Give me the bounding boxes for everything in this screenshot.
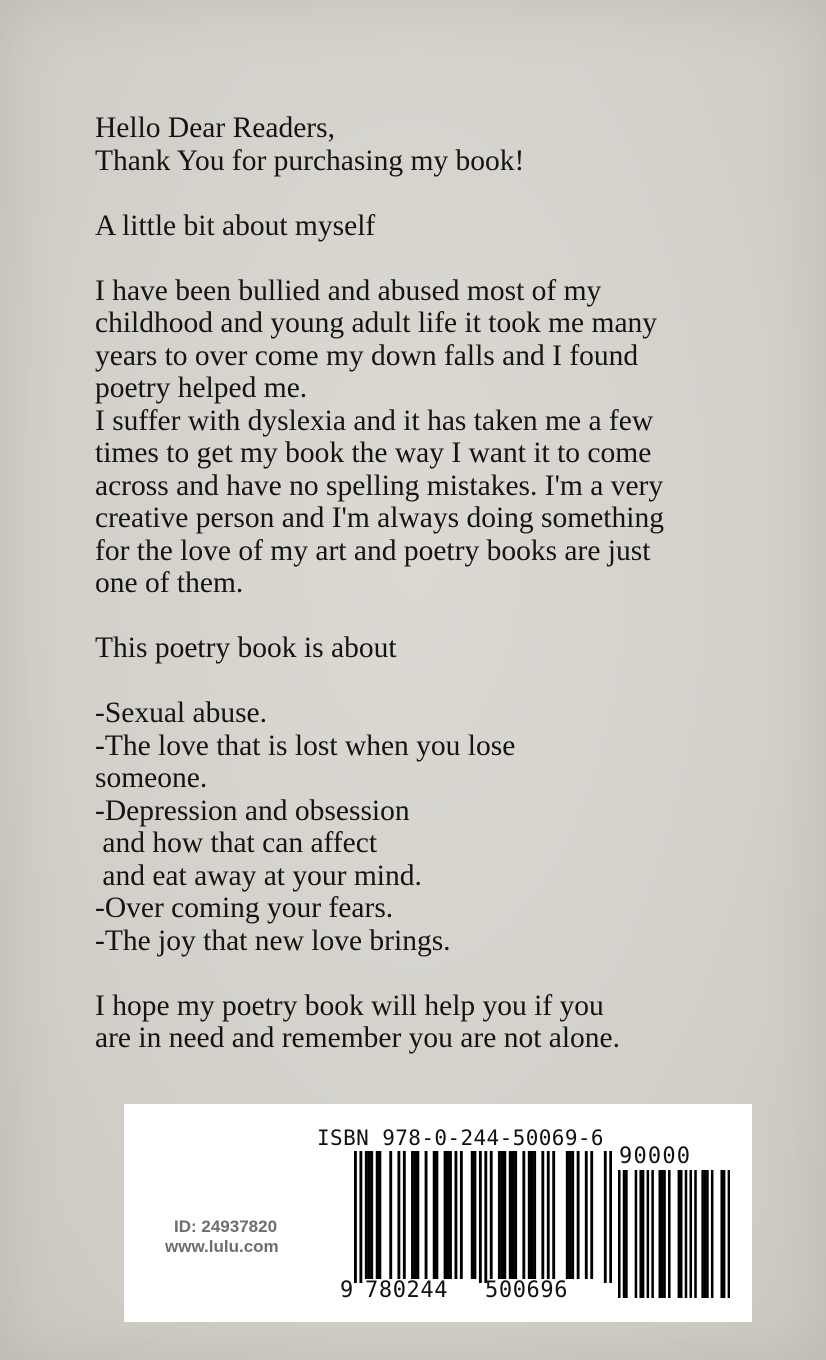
ean-left-digits: 780244 — [365, 1278, 449, 1303]
bio-line: poetry helped me. — [95, 372, 308, 404]
lulu-url-text: www.lulu.com — [165, 1237, 279, 1256]
barcode-bar — [416, 1151, 419, 1279]
addon-barcode-bar — [623, 1170, 626, 1298]
topic-line: -Over coming your fears. — [95, 892, 394, 924]
barcode-bar — [376, 1151, 379, 1279]
topic-line: -Sexual abuse. — [95, 697, 268, 729]
barcode-bar — [585, 1151, 588, 1279]
thanks-line: Thank You for purchasing my book! — [95, 144, 525, 177]
addon-barcode-bar — [618, 1170, 621, 1298]
addon-barcode-bar — [659, 1170, 662, 1298]
barcode-guard-bar — [354, 1151, 357, 1283]
addon-barcode-bar — [635, 1170, 638, 1298]
barcode-bar — [444, 1151, 447, 1279]
addon-barcode-bar — [678, 1170, 681, 1298]
barcode-bar — [411, 1151, 414, 1279]
ean-right-digits: 500696 — [485, 1278, 569, 1303]
addon-barcode-bar — [647, 1170, 650, 1298]
barcode-bar — [522, 1151, 525, 1279]
bio-line: for the love of my art and poetry books are just — [95, 534, 651, 567]
topic-line: -Depression and obsession — [95, 794, 410, 827]
addon-barcode-bar — [639, 1170, 642, 1298]
barcode-bar — [446, 1151, 449, 1279]
barcode-bar — [531, 1151, 534, 1279]
addon-barcode-icon — [618, 1170, 730, 1298]
barcode-bar — [503, 1151, 506, 1279]
back-cover-text — [95, 112, 755, 1055]
barcode-bar — [397, 1151, 400, 1279]
barcode-bar — [541, 1151, 544, 1279]
barcode-bar — [590, 1151, 593, 1279]
barcode-bar — [566, 1151, 569, 1279]
bio-line: I have been bullied and abused most of my — [95, 274, 602, 307]
barcode-bar — [473, 1151, 476, 1279]
addon-barcode-bar — [625, 1170, 628, 1298]
ean-first-digit: 9 — [340, 1278, 354, 1303]
barcode-bar — [501, 1151, 504, 1279]
barcode-bar — [514, 1151, 517, 1279]
addon-barcode-bar — [680, 1170, 683, 1298]
barcode-bar — [460, 1151, 463, 1279]
barcode-bar — [454, 1151, 457, 1279]
barcode-bar — [569, 1151, 572, 1279]
barcode-guard-bar — [604, 1151, 607, 1283]
barcode-bar — [368, 1151, 371, 1279]
barcode-bar — [389, 1151, 392, 1279]
about-heading: A little bit about myself — [95, 209, 376, 242]
barcode-bar — [528, 1151, 531, 1279]
topic-line: and eat away at your mind. — [95, 859, 422, 892]
closing-line: I hope my poetry book will help you if you — [95, 989, 604, 1022]
price-code: 90000 — [619, 1144, 692, 1169]
bio-line: I suffer with dyslexia and it has taken me a few — [95, 404, 654, 437]
barcode-bar — [414, 1151, 417, 1279]
bio-line: across and have no spelling mistakes. I'm a very — [95, 469, 664, 502]
barcode-bar — [471, 1151, 474, 1279]
barcode-bar — [571, 1151, 574, 1279]
addon-barcode-bar — [663, 1170, 666, 1298]
topic-line: -The joy that new love brings. — [95, 924, 451, 957]
barcode-guard-bar — [609, 1151, 612, 1283]
barcode-bar — [449, 1151, 452, 1279]
bio-line: one of them. — [95, 567, 244, 599]
addon-barcode-bar — [694, 1170, 697, 1298]
topic-line: and how that can affect — [95, 827, 378, 859]
closing-line: are in need and remember you are not alone. — [95, 1022, 621, 1054]
barcode-bar — [547, 1151, 550, 1279]
greeting-line: Hello Dear Readers, — [95, 112, 335, 144]
barcode-bar — [498, 1151, 501, 1279]
barcode-bar — [435, 1151, 438, 1279]
barcode-bar — [533, 1151, 536, 1279]
barcode-bar — [552, 1151, 555, 1279]
addon-barcode-bar — [642, 1170, 645, 1298]
topic-line: -The love that is lost when you lose — [95, 729, 516, 762]
addon-barcode-bar — [720, 1170, 723, 1298]
barcode-bar — [509, 1151, 512, 1279]
topics-heading: This poetry book is about — [95, 632, 397, 664]
addon-barcode-bar — [706, 1170, 709, 1298]
barcode-label — [124, 1104, 752, 1322]
addon-barcode-bar — [661, 1170, 664, 1298]
barcode-bar — [403, 1151, 406, 1279]
bio-line: childhood and young adult life it took me many — [95, 307, 658, 339]
bio-line: times to get my book the way I want it to come — [95, 437, 652, 469]
ean13-barcode-icon — [354, 1151, 612, 1283]
barcode-bar — [425, 1151, 428, 1279]
lulu-id-text: ID: 24937820 — [174, 1217, 278, 1236]
barcode-bar — [433, 1151, 436, 1279]
barcode-bar — [378, 1151, 381, 1279]
addon-barcode-bar — [689, 1170, 692, 1298]
barcode-bar — [512, 1151, 515, 1279]
barcode-bar — [365, 1151, 368, 1279]
addon-barcode-bar — [685, 1170, 688, 1298]
addon-barcode-bar — [704, 1170, 707, 1298]
isbn-label: ISBN 978-0-244-50069-6 — [317, 1126, 604, 1150]
barcode-bar — [370, 1151, 373, 1279]
barcode-guard-bar — [484, 1151, 487, 1283]
addon-barcode-bar — [728, 1170, 730, 1298]
barcode-guard-bar — [359, 1151, 362, 1283]
barcode-bar — [490, 1151, 493, 1279]
bio-line: creative person and I'm always doing something — [95, 502, 664, 534]
addon-barcode-bar — [668, 1170, 671, 1298]
bio-line: years to over come my down falls and I found — [95, 339, 639, 372]
addon-barcode-bar — [701, 1170, 704, 1298]
addon-barcode-bar — [651, 1170, 654, 1298]
barcode-guard-bar — [479, 1151, 482, 1283]
addon-barcode-bar — [711, 1170, 714, 1298]
topic-line: someone. — [95, 762, 208, 794]
addon-barcode-bar — [723, 1170, 726, 1298]
barcode-bar — [577, 1151, 580, 1279]
